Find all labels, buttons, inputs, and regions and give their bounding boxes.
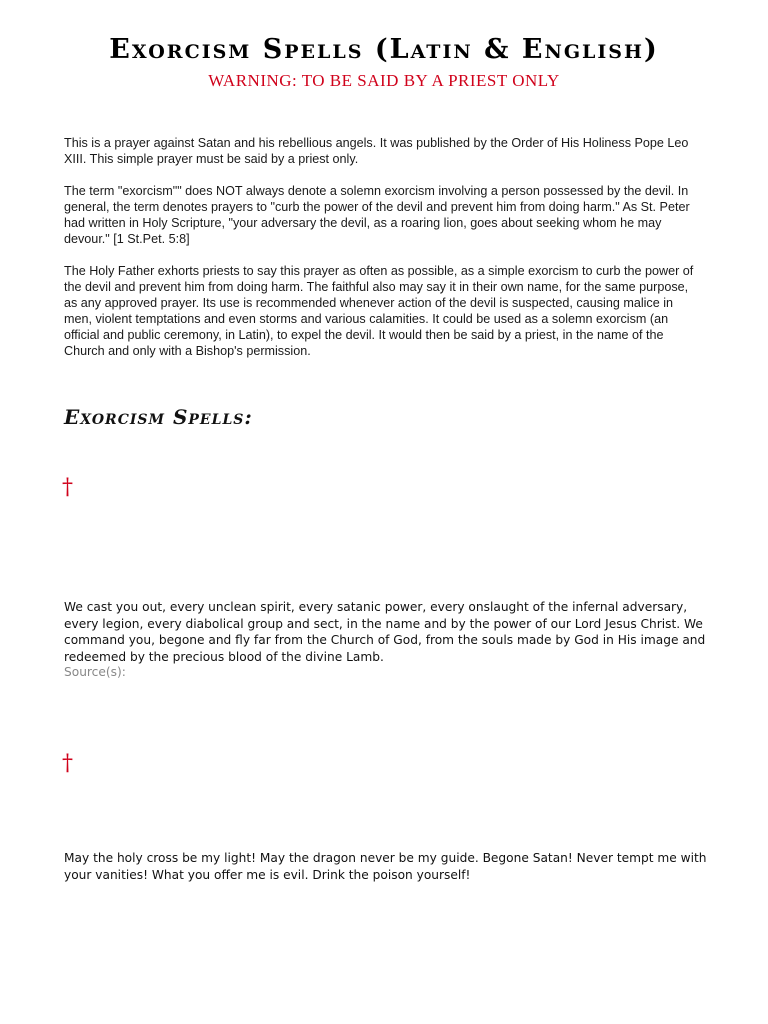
document-title: Exorcism Spells (Latin & English)	[109, 34, 659, 65]
spell-text: May the holy cross be my light! May the dragon never be my guide. Begone Satan! Never tempt me with your vanities! What you offer me is evil. Drink the poison yourself!	[64, 851, 707, 882]
warning-subtitle: WARNING: TO BE SAID BY A PRIEST ONLY	[208, 71, 560, 90]
source-label: Source(s):	[64, 665, 126, 679]
cross-icon: †	[62, 751, 73, 776]
cross-icon: †	[62, 475, 73, 500]
spell-text: We cast you out, every unclean spirit, every satanic power, every onslaught of the infernal adversary, every legion, every diabolical group and sect, in the name and by the power of our Lord Jesus Christ. We command you, begone and fly far from the Church of God, from the souls made by God in His image and redeemed by the precious blood of the divine Lamb.	[64, 600, 706, 664]
intro-paragraph: The term "exorcism"" does NOT always denote a solemn exorcism involving a person possessed by the devil. In general, the term denotes prayers to "curb the power of the devil and prevent him from doing harm." As St. Peter had written in Holy Scripture, "your adversary the devil, as a roaring lion, goes about seeking whom he may devour." [1 St.Pet. 5:8]	[64, 184, 690, 246]
section-heading: Exorcism Spells:	[64, 405, 253, 429]
intro-paragraph: The Holy Father exhorts priests to say this prayer as often as possible, as a simple exorcism to curb the power of the devil and prevent him from doing harm. The faithful also may say it in their own name, for the same purpose, as any approved prayer. Its use is recommended whenever action of the devil is suspected, causing malice in men, violent temptations and even storms and various calamities. It could be used as a solemn exorcism (an official and public ceremony, in Latin), to expel the devil. It would then be said by a priest, in the name of the Church and only with a Bishop's permission.	[64, 264, 694, 358]
intro-paragraph: This is a prayer against Satan and his rebellious angels. It was published by the Order of His Holiness Pope Leo XIII. This simple prayer must be said by a priest only.	[64, 136, 689, 166]
